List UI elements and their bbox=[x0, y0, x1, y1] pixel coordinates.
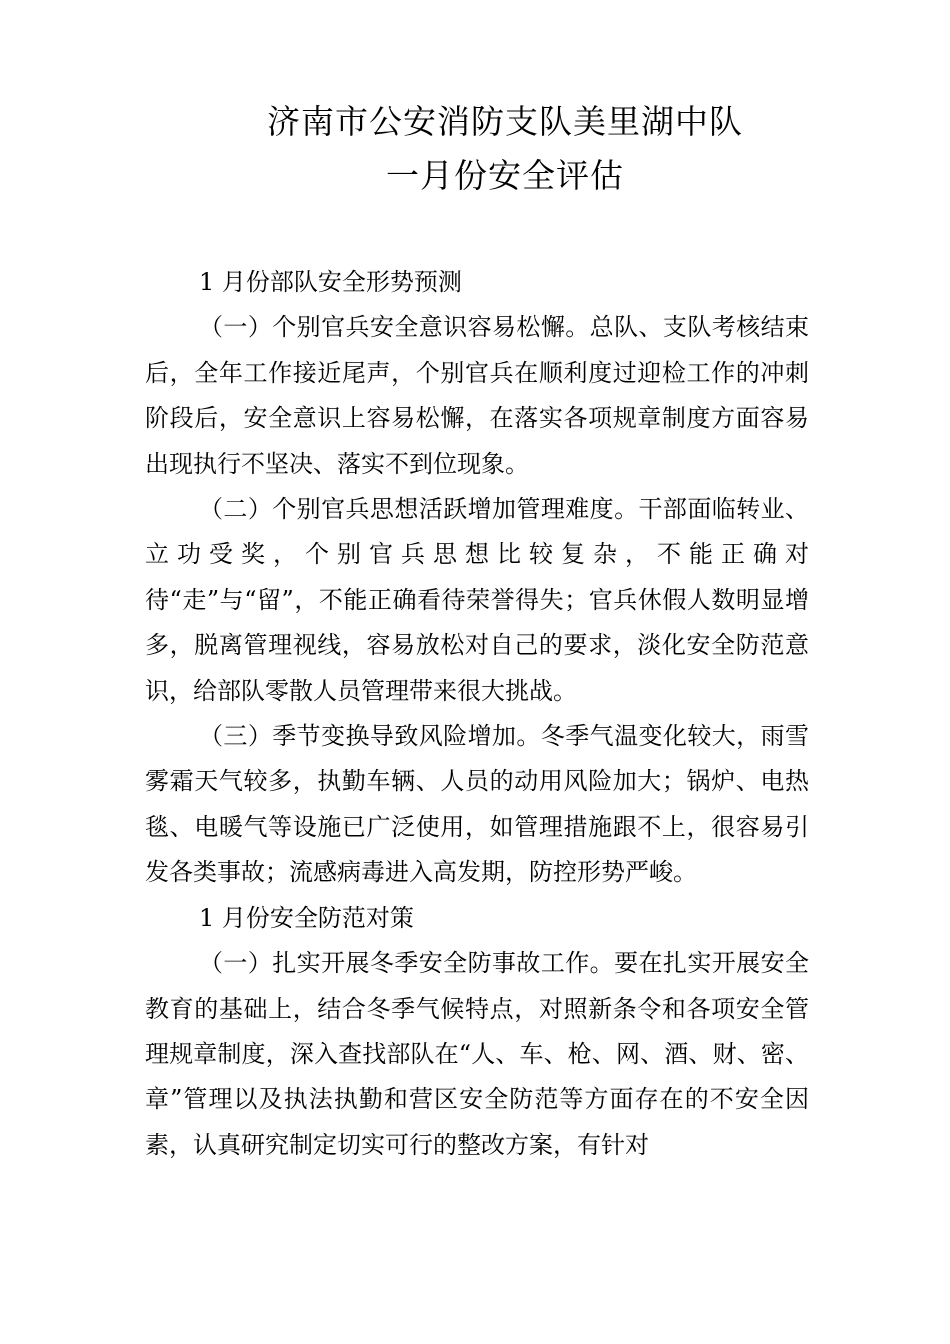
paragraph-winter-safety: （一）扎实开展冬季安全防事故工作。要在扎实开展安全教育的基础上，结合冬季气候特点，对照新条令和各项安全管理规章制度，深入查找部队在“人、车、枪、网、酒、财、密、章”管理以及执法执勤和营区安全防范等方面存在的不安全因素，认真研究制定切实可行的整改方案，有针对 bbox=[145, 949, 809, 1159]
section-heading-countermeasures: 1 月份安全防范对策 bbox=[199, 903, 414, 932]
paragraph-awareness: （一）个别官兵安全意识容易松懈。总队、支队考核结束后，全年工作接近尾声，个别官兵在顺利度过迎检工作的冲刺阶段后，安全意识上容易松懈，在落实各项规章制度方面容易出现执行不坚决、落实不到位现象。 bbox=[145, 313, 809, 478]
paragraph-season-risk: （三）季节变换导致风险增加。冬季气温变化较大，雨雪雾霜天气较多，执勤车辆、人员的动用风险加大；锅炉、电热毯、电暖气等设施已广泛使用，如管理措施跟不上，很容易引发各类事故；流感病毒进入高发期，防控形势严峻。 bbox=[145, 722, 809, 887]
document-title-line-2: 一月份安全评估 bbox=[386, 156, 624, 195]
section-heading-forecast: 1 月份部队安全形势预测 bbox=[199, 268, 462, 296]
paragraph-management: （二）个别官兵思想活跃增加管理难度。干部面临转业、立功受奖，个别官兵思想比较复杂，不能正确对待“走”与“留”，不能正确看待荣誉得失；官兵休假人数明显增多，脱离管理视线，容易放松对自己的要求，淡化安全防范意识，给部队零散人员管理带来很大挑战。 bbox=[145, 495, 809, 705]
document-title-line-1: 济南市公安消防支队美里湖中队 bbox=[267, 102, 743, 141]
document-body bbox=[145, 260, 809, 1168]
